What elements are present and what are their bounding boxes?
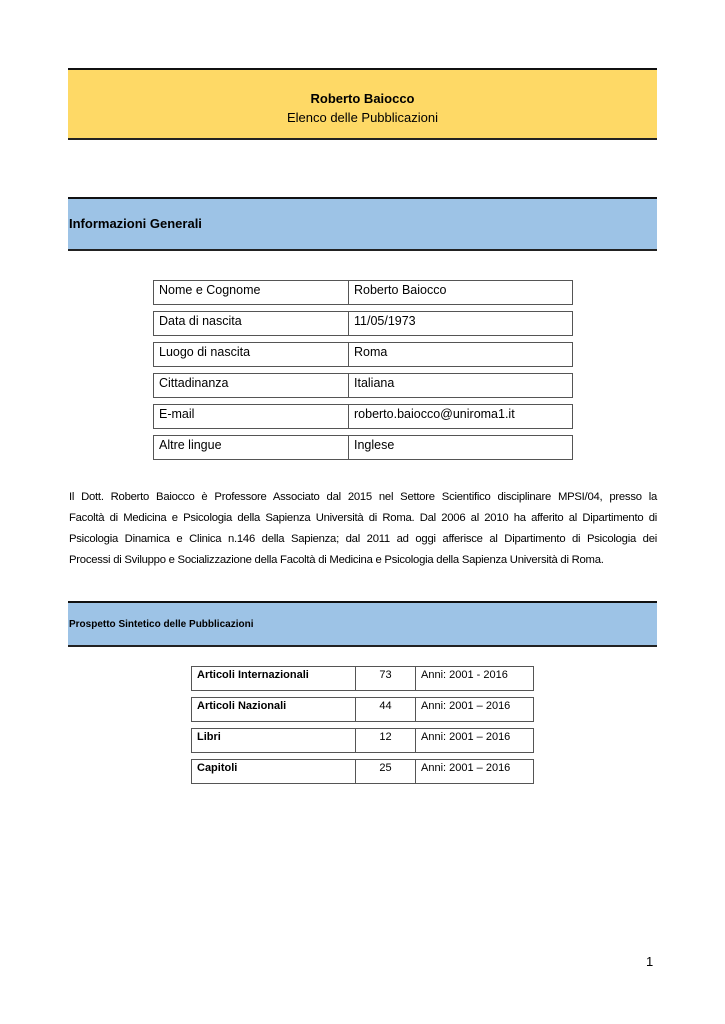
bio-line: Facoltà di Medicina e Psicologia della Sapienza Università di Roma. Dal 2006 al 2010 ha afferito al Dipartimento di [69,512,657,524]
info-label: Data di nascita [154,312,349,335]
info-value: Roma [354,345,388,359]
info-row [153,373,573,398]
info-value: Italiana [354,376,395,390]
section-title: Informazioni Generali [69,216,202,231]
info-row [153,435,573,460]
section-header-general-info [68,197,657,251]
publication-count: 25 [356,760,416,783]
publication-years: Anni: 2001 – 2016 [421,700,511,712]
publication-row [191,666,534,691]
bio-line: Processi di Sviluppo e Socializzazione della Facoltà di Medicina e Psicologia della Sapienza Università di Roma. [69,554,604,566]
author-name: Roberto Baiocco [310,91,415,106]
publication-count: 44 [356,698,416,721]
publication-row [191,728,534,753]
info-label: E-mail [154,405,349,428]
document-subtitle: Elenco delle Pubblicazioni [286,110,439,125]
title-banner [68,68,657,140]
bio-line: Psicologia Dinamica e Clinica n.146 della Sapienza; dal 2011 ad oggi afferisce al Dipartimento di Psicologia dei [69,533,657,545]
bio-paragraph [69,487,657,571]
publication-type: Articoli Internazionali [192,667,356,690]
section-header-publications [68,601,657,647]
publication-row [191,759,534,784]
info-label: Nome e Cognome [154,281,349,304]
publication-years: Anni: 2001 – 2016 [421,731,511,743]
section-title: Prospetto Sintetico delle Pubblicazioni [69,619,254,630]
publication-years: Anni: 2001 – 2016 [421,762,511,774]
publication-type: Capitoli [192,760,356,783]
info-value: Inglese [354,438,395,452]
publication-row [191,697,534,722]
page-number: 1 [646,954,654,969]
info-value: Roberto Baiocco [354,283,447,297]
publication-count: 73 [356,667,416,690]
info-row [153,404,573,429]
info-row [153,311,573,336]
info-value: 11/05/1973 [354,314,416,328]
publication-type: Articoli Nazionali [192,698,356,721]
info-label: Luogo di nascita [154,343,349,366]
publication-type: Libri [192,729,356,752]
info-value: roberto.baiocco@uniroma1.it [354,407,515,421]
publication-count: 12 [356,729,416,752]
info-row [153,280,573,305]
info-row [153,342,573,367]
bio-line: Il Dott. Roberto Baiocco è Professore Associato dal 2015 nel Settore Scientifico disciplinare MPSI/04, presso la [69,491,657,503]
info-label: Altre lingue [154,436,349,459]
publication-years: Anni: 2001 - 2016 [421,669,508,681]
info-label: Cittadinanza [154,374,349,397]
